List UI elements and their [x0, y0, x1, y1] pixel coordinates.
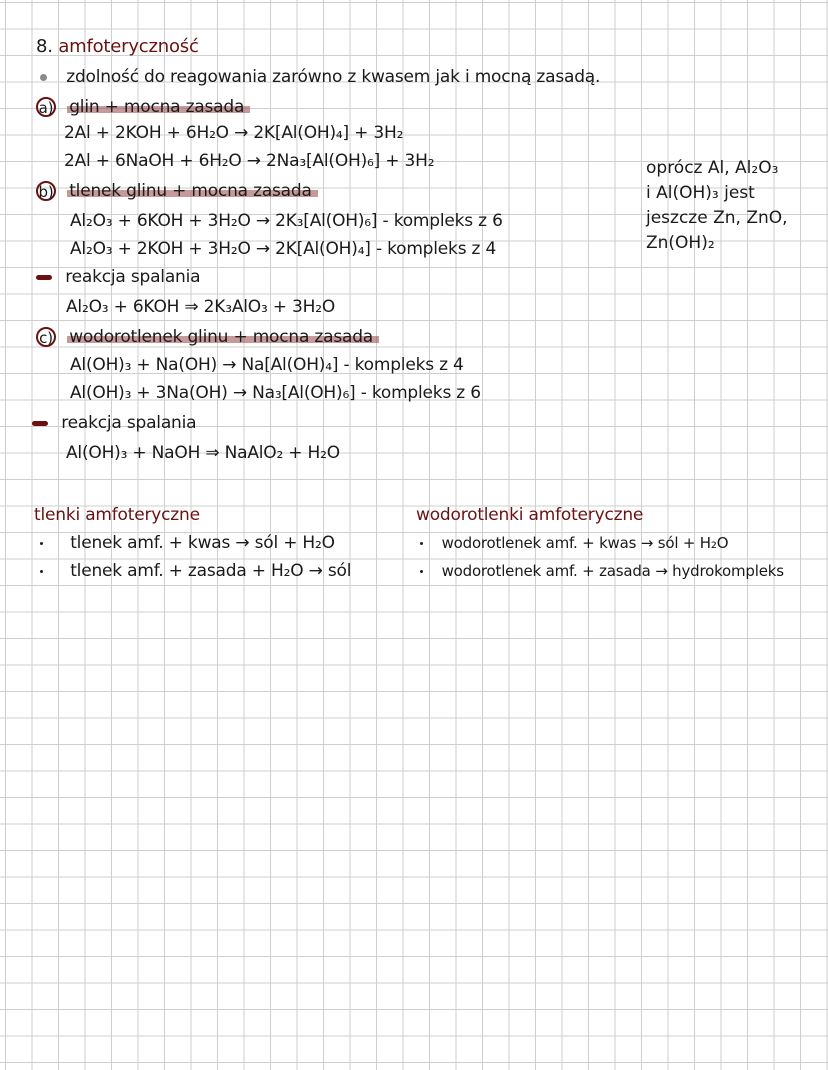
part-b-heading: tlenek glinu + mocna zasada: [67, 181, 318, 201]
hydroxides-heading: wodorotlenki amfoteryczne: [416, 505, 644, 525]
part-a-label: a): [36, 97, 56, 117]
section-title-text: amfoteryczność: [58, 36, 199, 57]
oxides-item: [40, 532, 335, 554]
side-note-line: jeszcze Zn, ZnO,: [646, 208, 788, 228]
definition-text: zdolność do reagowania zarówno z kwasem jak i mocną zasadą.: [66, 67, 601, 87]
bullet-dot-icon: [420, 542, 423, 545]
equation: 2Al + 6NaOH + 6H₂O → 2Na₃[Al(OH)₆] + 3H₂: [64, 151, 435, 171]
equation: 2Al + 2KOH + 6H₂O → 2K[Al(OH)₄] + 3H₂: [64, 123, 404, 143]
hydroxides-item: [420, 560, 784, 582]
hydroxides-item: [420, 532, 728, 554]
section-number: 8.: [36, 36, 53, 57]
side-note-line: oprócz Al, Al₂O₃: [646, 158, 779, 178]
part-c-heading-line: [36, 326, 379, 348]
equation: Al₂O₃ + 2KOH + 3H₂O → 2K[Al(OH)₄] - kompleks z 4: [70, 239, 497, 259]
section-title: [36, 36, 199, 58]
burn-line-b: [36, 266, 200, 288]
burn-line-c: [32, 412, 196, 434]
bullet-dot-icon: [40, 570, 43, 573]
oxides-item: [40, 560, 351, 582]
burn-label: reakcja spalania: [61, 413, 197, 433]
hydroxides-item-text: wodorotlenek amf. + zasada → hydrokompleks: [441, 562, 784, 580]
part-c-label: c): [36, 327, 56, 347]
side-note-line: Zn(OH)₂: [646, 233, 715, 253]
side-note: [646, 156, 788, 256]
part-b-label: b): [36, 181, 56, 201]
equation: Al(OH)₃ + 3Na(OH) → Na₃[Al(OH)₆] - kompleks z 6: [70, 383, 481, 403]
dash-icon: [32, 421, 48, 426]
bullet-dot-icon: [420, 570, 423, 573]
hydroxides-item-text: wodorotlenek amf. + kwas → sól + H₂O: [441, 534, 729, 552]
burn-label: reakcja spalania: [65, 267, 201, 287]
definition-line: [40, 66, 600, 88]
oxides-item-text: tlenek amf. + zasada + H₂O → sól: [70, 561, 352, 581]
oxides-item-text: tlenek amf. + kwas → sól + H₂O: [70, 533, 335, 553]
part-b-heading-line: [36, 180, 318, 202]
equation: Al(OH)₃ + Na(OH) → Na[Al(OH)₄] - kompleks z 4: [70, 355, 464, 375]
equation: Al₂O₃ + 6KOH ⇒ 2K₃AlO₃ + 3H₂O: [66, 297, 336, 317]
side-note-line: i Al(OH)₃ jest: [646, 183, 755, 203]
part-a-heading-line: [36, 96, 250, 118]
bullet-dot-icon: [40, 74, 47, 81]
equation: Al₂O₃ + 6KOH + 3H₂O → 2K₃[Al(OH)₆] - kompleks z 6: [70, 211, 503, 231]
bullet-dot-icon: [40, 542, 43, 545]
equation: Al(OH)₃ + NaOH ⇒ NaAlO₂ + H₂O: [66, 443, 340, 463]
dash-icon: [36, 275, 52, 280]
oxides-heading: tlenki amfoteryczne: [34, 505, 200, 525]
part-c-heading: wodorotlenek glinu + mocna zasada: [67, 327, 379, 347]
part-a-heading: glin + mocna zasada: [67, 97, 250, 117]
